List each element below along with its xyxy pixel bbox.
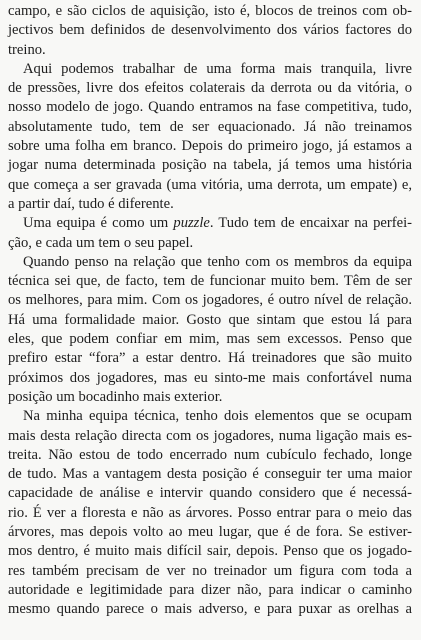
text-line: autoridade e legitimidade para dizer não, para indicar o caminho xyxy=(8,581,412,598)
text-line: a partir daí, tudo é diferente. xyxy=(8,195,174,212)
text-line: Quando penso na relação que tenho com os membros da equipa xyxy=(23,253,412,270)
text-line: Na minha equipa técnica, tenho dois elementos que se ocupam xyxy=(23,408,412,425)
text-line: mesmo quando parece o mais adverso, e para puxar as orelhas a xyxy=(8,601,412,618)
body-text xyxy=(8,2,412,620)
text-line xyxy=(8,214,412,233)
text-line: treino. xyxy=(8,41,46,58)
text-line: Há uma formalidade maior. Gosto que sintam que estou lá para xyxy=(8,311,412,328)
text-line: posição um bocadinho mais exterior. xyxy=(8,388,223,405)
text-line: próximos dos jogadores, mas eu sinto-me mais confortável numa xyxy=(8,369,412,386)
text-line: ção, e cada um tem o seu papel. xyxy=(8,234,194,251)
text-line: campo, e são ciclos de aquisição, isto é, blocos de treinos com ob- xyxy=(8,3,412,19)
text-line: técnica sei que, de facto, tem de funcionar muito bem. Têm de ser xyxy=(8,273,412,290)
text-line: mais desta relação directa com os jogadores, numa ligação mais es- xyxy=(8,427,412,444)
text-line: res também precisam de ver no treinador um figura com toda a xyxy=(8,562,412,579)
text-line: jectivos bem definidos de desenvolvimento dos vários factores do xyxy=(8,22,412,39)
text-line: árvores, mas depois volto ao meu lugar, que é de fora. Se estiver- xyxy=(8,524,412,541)
text-line: treita. Não estou de todo encerrado num cubículo fechado, longe xyxy=(8,446,412,463)
text-run: Uma equipa é como um xyxy=(23,215,174,232)
text-line: sobre uma folha em branco. Depois do primeiro jogo, já estamos a xyxy=(8,138,412,155)
text-line: jogar numa determinada posição na tabela, já temos uma história xyxy=(8,157,412,174)
text-line: de tudo. Mas a vantagem desta posição é conseguir ter uma maior xyxy=(8,466,412,483)
text-line: rio. É ver a floresta e não as árvores. Posso entrar para o meio das xyxy=(8,504,412,521)
text-line: capacidade de análise e intervir quando considero que é necessá- xyxy=(8,485,412,502)
text-run: . Tudo tem de encaixar na perfei- xyxy=(209,215,412,232)
text-line: eles, que podem confiar em mim, mas sem excessos. Penso que xyxy=(8,331,412,348)
text-line: os melhores, para mim. Com os jogadores, é outro nível de relação. xyxy=(8,292,412,309)
italic-word: puzzle xyxy=(173,215,210,232)
text-line: Aqui podemos trabalhar de uma forma mais tranquila, livre xyxy=(23,60,412,77)
text-line: nosso modelo de jogo. Quando entramos na fase competitiva, tudo, xyxy=(8,99,412,116)
text-line: de pressões, livre dos efeitos colaterais da derrota ou da vitória, o xyxy=(8,80,412,97)
text-line: prefiro estar “fora” a estar dentro. Há treinadores que são muito xyxy=(8,350,412,367)
text-line: absolutamente tudo, tem de ser equacionado. Já não treinamos xyxy=(8,118,412,135)
text-line: que começa a ser gravada (uma vitória, uma derrota, um empate) e, xyxy=(8,176,412,193)
text-line: mos dentro, é muito mais difícil sair, depois. Penso que os jogado- xyxy=(8,543,412,560)
